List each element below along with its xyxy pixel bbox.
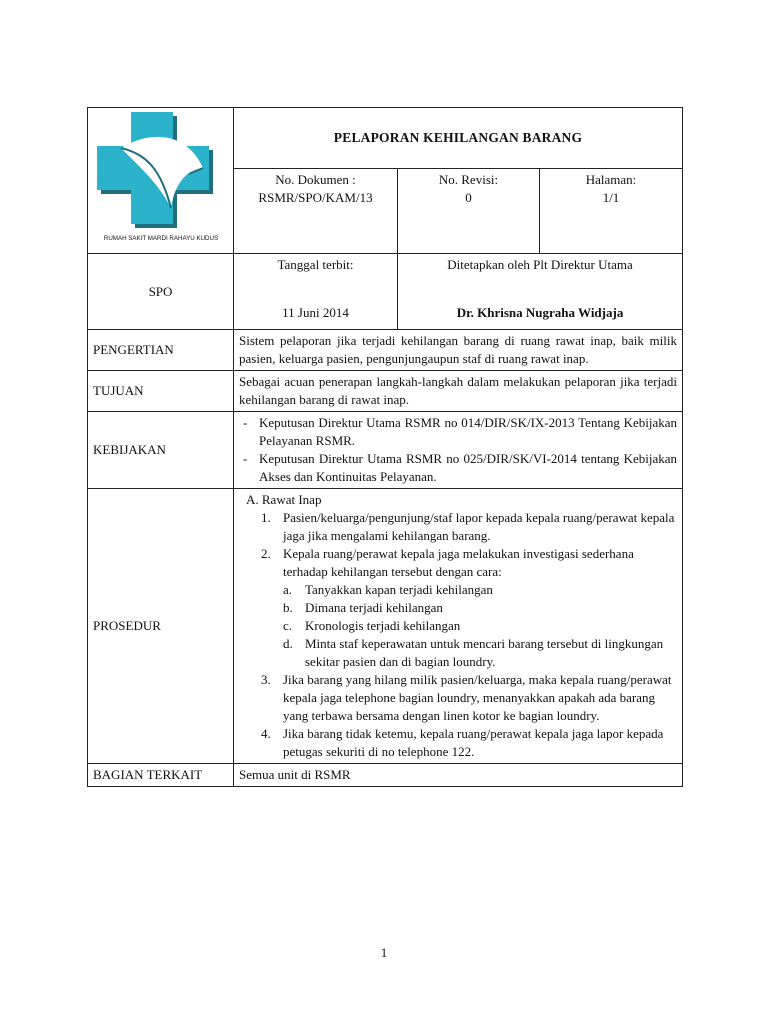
list-item: 3. Jika barang yang hilang milik pasien/keluarga, maka kepala ruang/perawat kepala jaga telephone bagian loundry, menanyakkan apakah ada barang yang terbawa bersama dengan linen kotor ke bagian loundry.: [261, 672, 672, 723]
prosedur-cell: [234, 489, 683, 764]
kebijakan-label: KEBIJAKAN: [88, 412, 234, 489]
kebijakan-cell: [234, 412, 683, 489]
hospital-name-text: RUMAH SAKIT MARDI RAHAYU KUDUS: [103, 235, 218, 242]
list-item: 4. Jika barang tidak ketemu, kepala ruang/perawat kepala jaga lapor kepada petugas sekuriti di no telephone 122.: [261, 726, 664, 759]
page-cell: [540, 168, 683, 253]
pengertian-text: Sistem pelaporan jika terjadi kehilangan barang di ruang rawat inap, baik milik pasien, keluarga pasien, pengunjungaupun staf di ruang rawat inap.: [234, 330, 683, 371]
hospital-logo: [91, 108, 231, 248]
doc-number-value: RSMR/SPO/KAM/13: [258, 189, 373, 205]
approval-label: Ditetapkan oleh Plt Direktur Utama: [447, 257, 633, 272]
page-label: Halaman:: [585, 171, 637, 187]
prosedur-heading: A. Rawat Inap: [246, 492, 322, 507]
hospital-logo-cell: [88, 108, 234, 254]
bagian-terkait-text: Semua unit di RSMR: [234, 764, 683, 787]
document-title: PELAPORAN KEHILANGAN BARANG: [234, 108, 683, 169]
list-item: - Keputusan Direktur Utama RSMR no 025/DIR/SK/VI-2014 tentang Kebijakan Akses dan Kontinuitas Pelayanan.: [243, 451, 678, 484]
bagian-terkait-label: BAGIAN TERKAIT: [88, 764, 234, 787]
list-item: d. Minta staf keperawatan untuk mencari barang tersebut di lingkungan sekitar pasien dan di bagian loundry.: [283, 636, 664, 669]
spo-document-table: [87, 107, 683, 787]
list-item: a. Tanyakkan kapan terjadi kehilangan: [283, 582, 493, 597]
tujuan-text: Sebagai acuan penerapan langkah-langkah dalam melakukan pelaporan jika terjadi kehilangan barang di rawat inap.: [234, 371, 683, 412]
issue-date-cell: [234, 254, 398, 330]
pengertian-label: PENGERTIAN: [88, 330, 234, 371]
list-item: 2. Kepala ruang/perawat kepala jaga melakukan investigasi sederhana terhadap kehilangan tersebut dengan cara:: [261, 546, 634, 579]
list-item: b. Dimana terjadi kehilangan: [283, 600, 443, 615]
doc-number-cell: [234, 168, 398, 253]
page-value: 1/1: [602, 189, 620, 205]
revision-cell: [398, 168, 540, 253]
list-item: 1. Pasien/keluarga/pengunjung/staf lapor kepada kepala ruang/perawat kepala jaga jika mengalami kehilangan barang.: [261, 510, 675, 543]
prosedur-label: PROSEDUR: [88, 489, 234, 764]
page-number: 1: [380, 945, 388, 960]
kebijakan-list: [239, 414, 677, 486]
tujuan-label: TUJUAN: [88, 371, 234, 412]
issue-date-label: Tanggal terbit:: [277, 257, 354, 272]
approval-cell: [398, 254, 683, 330]
approver-name: Dr. Khrisna Nugraha Widjaja: [456, 305, 624, 320]
revision-value: 0: [465, 189, 472, 205]
spo-label: SPO: [88, 254, 234, 330]
list-item: - Keputusan Direktur Utama RSMR no 014/DIR/SK/IX-2013 Tentang Kebijakan Pelayanan RSMR.: [243, 415, 678, 448]
list-item: c. Kronologis terjadi kehilangan: [283, 618, 461, 633]
issue-date-value: 11 Juni 2014: [282, 305, 349, 320]
doc-number-label: No. Dokumen :: [275, 171, 356, 187]
revision-label: No. Revisi:: [438, 171, 499, 187]
